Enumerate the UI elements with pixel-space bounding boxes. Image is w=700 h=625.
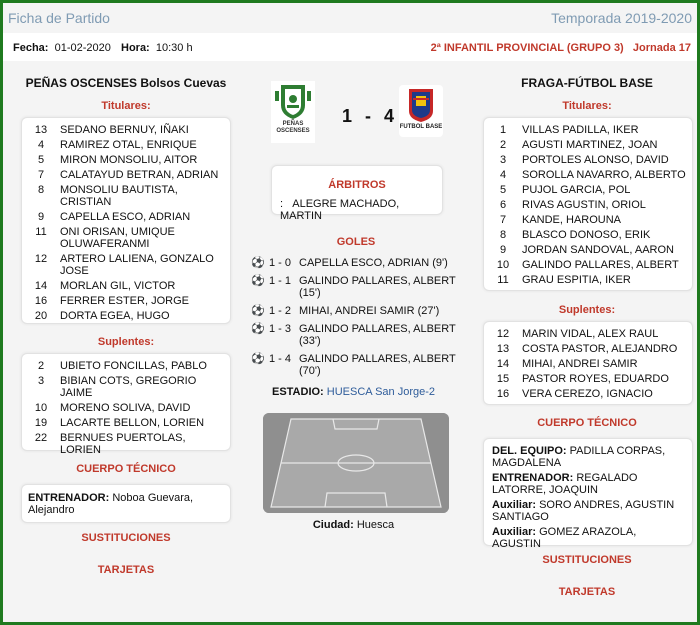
referees-heading: ÁRBITROS (328, 179, 386, 191)
date-value: 01-02-2020 (54, 42, 111, 54)
staff-role: Auxiliar: (492, 526, 537, 538)
season-label: Temporada 2019-2020 (551, 10, 692, 26)
player-name[interactable]: MONSOLIU BAUTISTA, CRISTIAN (60, 184, 178, 208)
staff-row (28, 492, 224, 516)
player-name[interactable]: AGUSTI MARTINEZ, JOAN (522, 139, 658, 151)
referee-separator: : (280, 198, 284, 210)
player-number: 10 (34, 402, 48, 414)
player-number: 1 (499, 124, 507, 136)
player-number: 2 (499, 139, 507, 151)
player-name[interactable]: PORTOLES ALONSO, DAVID (522, 154, 669, 166)
soccer-ball-icon: ⚽ (251, 353, 265, 365)
goal-row (251, 353, 456, 377)
time-value: 10:30 h (155, 42, 193, 54)
player-name[interactable]: VERA CEREZO, IGNACIO (522, 388, 653, 400)
player-number: 8 (499, 229, 507, 241)
home-staff-list (22, 485, 230, 516)
player-number: 20 (34, 310, 48, 322)
player-row[interactable] (484, 154, 692, 166)
player-row[interactable] (484, 139, 692, 151)
away-subs-box (483, 321, 693, 405)
goal-row (251, 323, 456, 347)
staff-name: SORO ANDRES, AGUSTIN SANTIAGO (492, 499, 675, 523)
player-name[interactable]: MIHAI, ANDREI SAMIR (522, 358, 638, 370)
staff-row (492, 526, 686, 550)
player-number: 8 (37, 184, 45, 196)
player-row[interactable] (484, 244, 692, 256)
match-body (3, 61, 697, 622)
player-number: 11 (35, 226, 47, 238)
away-team-crest (399, 85, 443, 137)
goals-heading: GOLES (336, 236, 376, 248)
home-team-name[interactable]: PEÑAS OSCENSES Bolsos Cuevas (25, 76, 227, 90)
player-number: 5 (37, 154, 45, 166)
player-name[interactable]: JORDAN SANDOVAL, AARON (522, 244, 674, 256)
away-staff-list (484, 439, 692, 550)
player-name[interactable]: SEDANO BERNUY, IÑAKI (60, 124, 189, 136)
player-name[interactable]: DORTA EGEA, HUGO (60, 310, 170, 322)
away-crest-text: FUTBOL BASE (399, 124, 443, 130)
player-row[interactable] (484, 373, 692, 385)
home-starters-list (22, 118, 230, 329)
away-substitutions-heading: SUSTITUCIONES (542, 554, 632, 566)
player-number: 10 (496, 259, 510, 271)
player-row[interactable] (484, 328, 692, 340)
goals-list (251, 257, 456, 383)
goal-scorer: CAPELLA ESCO, ADRIAN (9') (299, 257, 448, 269)
home-substitutions-heading: SUSTITUCIONES (81, 532, 171, 544)
player-number: 3 (499, 154, 507, 166)
city-label: Ciudad: (312, 519, 354, 531)
player-row[interactable] (22, 169, 230, 181)
soccer-ball-icon: ⚽ (251, 305, 265, 317)
player-number: 16 (34, 295, 48, 307)
staff-name: REGALADO LATORRE, JOAQUIN (492, 472, 638, 496)
top-bar (3, 3, 697, 33)
home-staff-box (21, 484, 231, 523)
staff-name: GOMEZ ARAZOLA, AGUSTIN (492, 526, 637, 550)
staff-row (492, 445, 686, 469)
staff-role: DEL. EQUIPO: (492, 445, 567, 457)
player-number: 5 (499, 184, 507, 196)
goal-row (251, 257, 456, 269)
away-crest-icon (399, 85, 443, 125)
player-row[interactable] (22, 432, 230, 456)
goal-score: 1 - 0 (269, 257, 292, 269)
home-subs-list (22, 354, 230, 463)
away-team-name[interactable]: FRAGA-FÚTBOL BASE (521, 76, 653, 90)
staff-name: Noboa Guevara, Alejandro (28, 492, 194, 516)
player-number: 16 (496, 388, 510, 400)
player-number: 4 (37, 139, 45, 151)
goal-score: 1 - 3 (269, 323, 292, 335)
city-value: Huesca (356, 519, 395, 531)
player-name[interactable]: BLASCO DONOSO, ERIK (522, 229, 651, 241)
soccer-ball-icon: ⚽ (251, 257, 265, 269)
home-subs-heading: Suplentes: (97, 336, 155, 348)
player-name[interactable]: PASTOR ROYES, EDUARDO (522, 373, 669, 385)
player-name[interactable]: FERRER ESTER, JORGE (60, 295, 189, 307)
player-name[interactable]: VILLAS PADILLA, IKER (522, 124, 639, 136)
player-row[interactable] (22, 375, 230, 399)
home-starters-heading: Titulares: (101, 100, 151, 112)
player-number: 4 (499, 169, 507, 181)
goal-row (251, 305, 456, 317)
player-row[interactable] (22, 154, 230, 166)
player-number: 12 (496, 328, 510, 340)
player-number: 14 (496, 358, 510, 370)
player-name[interactable]: RIVAS AGUSTIN, ORIOL (522, 199, 646, 211)
player-name[interactable]: ARTERO LALIENA, GONZALO JOSE (60, 253, 214, 277)
player-number: 19 (34, 417, 48, 429)
date-label: Fecha: (13, 42, 49, 54)
referee-row (280, 198, 438, 222)
away-subs-list (484, 322, 692, 407)
player-number: 2 (37, 360, 45, 372)
player-row[interactable] (484, 229, 692, 241)
goal-scorer: MIHAI, ANDREI SAMIR (27') (299, 305, 440, 317)
player-number: 9 (37, 211, 45, 223)
player-row[interactable] (22, 360, 230, 372)
competition-name[interactable]: 2ª INFANTIL PROVINCIAL (GRUPO 3) (430, 42, 624, 54)
player-name[interactable]: MORENO SOLIVA, DAVID (60, 402, 191, 414)
staff-role: ENTRENADOR: (28, 492, 110, 504)
player-name[interactable]: MIRON MONSOLIU, AITOR (60, 154, 198, 166)
stadium-label: ESTADIO: (271, 386, 324, 398)
player-row[interactable] (484, 169, 692, 181)
goal-score: 1 - 2 (269, 305, 292, 317)
player-name[interactable]: MARIN VIDAL, ALEX RAUL (522, 328, 659, 340)
player-row[interactable] (484, 199, 692, 211)
player-name[interactable]: SOROLLA NAVARRO, ALBERTO (522, 169, 686, 181)
page-title: Ficha de Partido (8, 10, 110, 26)
away-subs-heading: Suplentes: (558, 304, 616, 316)
player-row[interactable] (484, 124, 692, 136)
player-row[interactable] (484, 388, 692, 400)
player-number: 13 (496, 343, 510, 355)
player-name[interactable]: BERNUES PUERTOLAS, LORIEN (60, 432, 186, 456)
goal-row (251, 275, 456, 299)
scoreboard (333, 106, 403, 127)
player-name[interactable]: GALINDO PALLARES, ALBERT (522, 259, 679, 271)
player-number: 12 (34, 253, 48, 265)
away-staff-heading: CUERPO TÉCNICO (537, 417, 637, 429)
player-row[interactable] (22, 253, 230, 277)
player-number: 11 (497, 274, 509, 286)
score-separator: - (365, 106, 371, 126)
player-row[interactable] (22, 310, 230, 322)
staff-role: ENTRENADOR: (492, 472, 574, 484)
player-row[interactable] (22, 124, 230, 136)
competition-info (431, 42, 691, 54)
player-name[interactable]: GRAU ESPITIA, IKER (522, 274, 631, 286)
home-starters-box (21, 117, 231, 324)
player-name[interactable]: CAPELLA ESCO, ADRIAN (60, 211, 191, 223)
staff-role: Auxiliar: (492, 499, 537, 511)
stadium-link[interactable]: HUESCA San Jorge-2 (326, 386, 436, 398)
referee-name: ALEGRE MACHADO, MARTIN (280, 198, 400, 222)
player-name[interactable]: ONI ORISAN, UMIQUE OLUWAFERANMI (60, 226, 175, 250)
player-number: 14 (34, 280, 48, 292)
player-row[interactable] (22, 184, 230, 208)
pitch-icon (263, 413, 449, 513)
away-cards-heading: TARJETAS (558, 586, 616, 598)
player-number: 3 (37, 375, 45, 387)
player-number: 15 (496, 373, 510, 385)
home-crest-text: PEÑAS OSCENSES (276, 121, 310, 134)
goal-scorer: GALINDO PALLARES, ALBERT (70') (299, 353, 456, 377)
player-number: 7 (37, 169, 45, 181)
match-date (13, 42, 111, 54)
player-name[interactable]: PUJOL GARCIA, POL (522, 184, 631, 196)
player-name[interactable]: KANDE, HAROUNA (522, 214, 622, 226)
staff-row (492, 472, 686, 496)
soccer-ball-icon: ⚽ (251, 323, 265, 335)
goal-scorer: GALINDO PALLARES, ALBERT (33') (299, 323, 456, 347)
round-label: Jornada 17 (632, 42, 691, 54)
player-name[interactable]: MORLAN GIL, VICTOR (60, 280, 176, 292)
match-info-bar (3, 33, 697, 61)
player-row[interactable] (484, 343, 692, 355)
player-row[interactable] (22, 295, 230, 307)
goal-scorer: GALINDO PALLARES, ALBERT (15') (299, 275, 456, 299)
player-number: 7 (499, 214, 507, 226)
player-row[interactable] (484, 184, 692, 196)
player-row[interactable] (22, 280, 230, 292)
away-starters-heading: Titulares: (562, 100, 612, 112)
goal-score: 1 - 4 (269, 353, 292, 365)
away-score: 4 (384, 106, 395, 126)
away-starters-box (483, 117, 693, 291)
player-number: 6 (499, 199, 507, 211)
player-number: 22 (34, 432, 48, 444)
player-row[interactable] (22, 139, 230, 151)
home-team-crest (271, 81, 315, 143)
player-row[interactable] (484, 259, 692, 271)
referees-box (271, 165, 443, 222)
player-row[interactable] (22, 417, 230, 429)
player-row[interactable] (22, 226, 230, 250)
goal-score: 1 - 1 (269, 275, 292, 287)
staff-row (492, 499, 686, 523)
player-name[interactable]: RAMIREZ OTAL, ENRIQUE (60, 139, 197, 151)
player-row[interactable] (22, 402, 230, 414)
player-row[interactable] (484, 274, 692, 286)
player-name[interactable]: CALATAYUD BETRAN, ADRIAN (60, 169, 219, 181)
time-label: Hora: (121, 42, 150, 54)
pitch-image (263, 413, 449, 513)
staff-name: PADILLA CORPAS, MAGDALENA (492, 445, 666, 469)
player-name[interactable]: COSTA PASTOR, ALEJANDRO (522, 343, 678, 355)
player-row[interactable] (22, 211, 230, 223)
player-name[interactable]: BIBIAN COTS, GREGORIO JAIME (60, 375, 197, 399)
city-info (251, 519, 456, 531)
player-number: 13 (34, 124, 48, 136)
soccer-ball-icon: ⚽ (251, 275, 265, 287)
player-name[interactable]: LACARTE BELLON, LORIEN (60, 417, 205, 429)
player-number: 9 (499, 244, 507, 256)
home-staff-heading: CUERPO TÉCNICO (76, 463, 176, 475)
home-cards-heading: TARJETAS (97, 564, 155, 576)
away-staff-box (483, 438, 693, 550)
match-time (121, 42, 193, 54)
home-score: 1 (341, 106, 352, 126)
home-subs-box (21, 353, 231, 456)
away-starters-list (484, 118, 692, 293)
stadium-info (251, 386, 456, 398)
player-row[interactable] (484, 214, 692, 226)
player-name[interactable]: UBIETO FONCILLAS, PABLO (60, 360, 207, 372)
player-row[interactable] (484, 358, 692, 370)
